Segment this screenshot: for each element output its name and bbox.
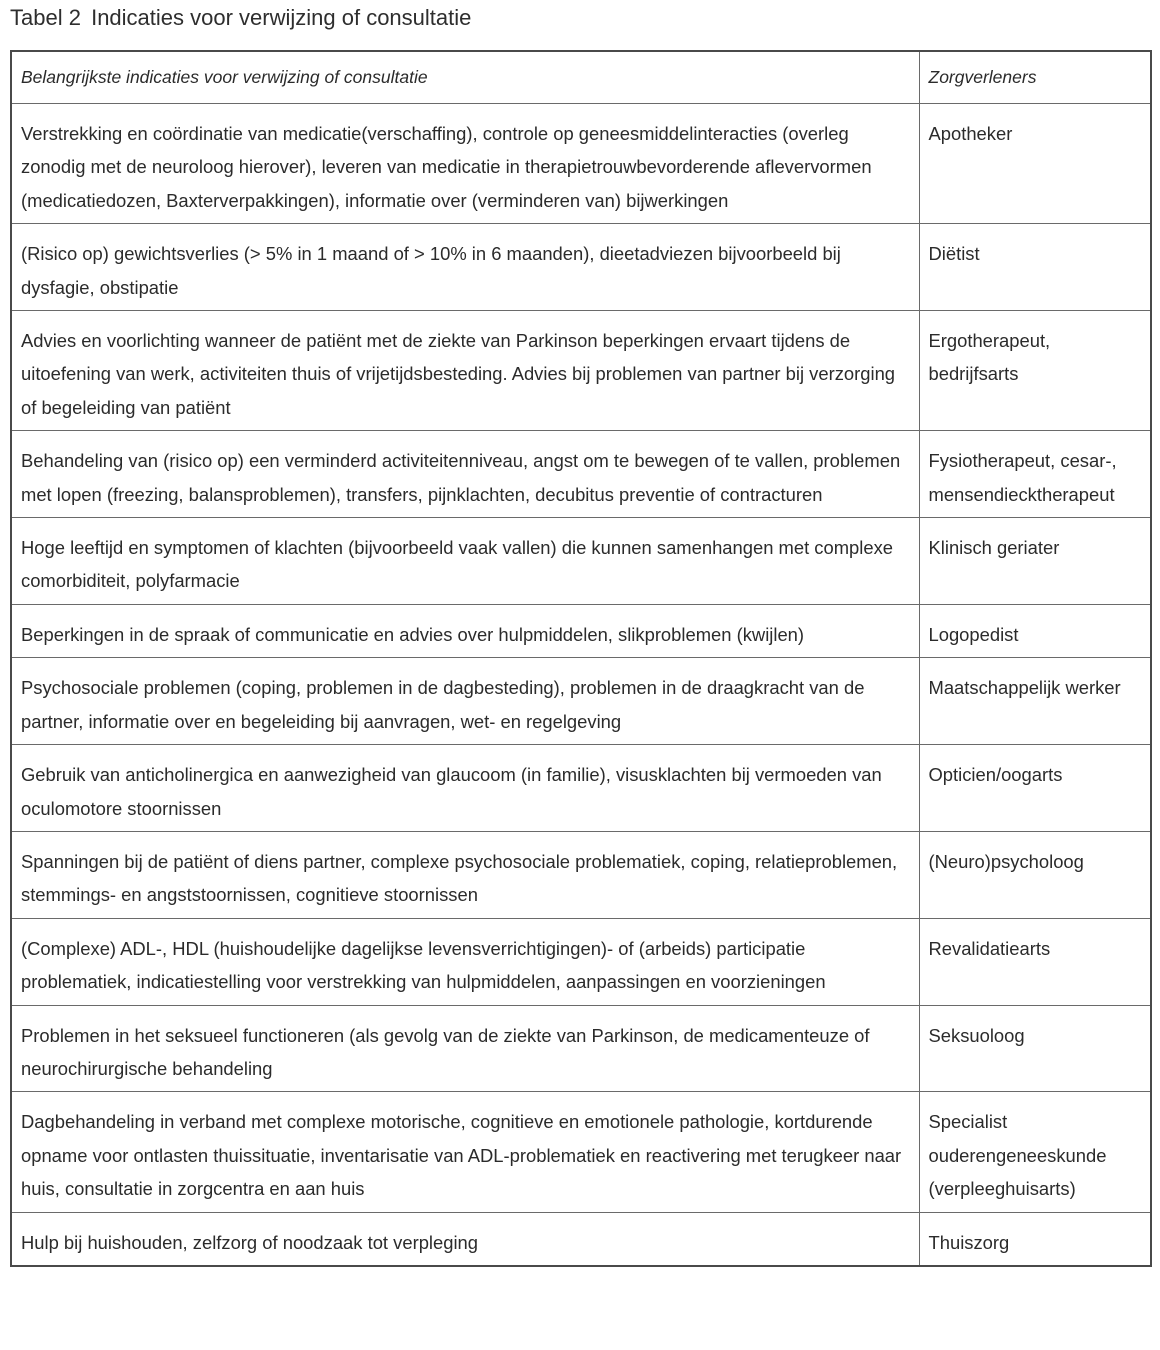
table-row [11,431,1151,518]
table-title: Indicaties voor verwijzing of consultatie [91,5,472,30]
provider-cell: Thuiszorg [919,1212,1151,1266]
indication-cell: Spanningen bij de patiënt of diens partner, complexe psychosociale problematiek, coping, relatieproblemen, stemmings- en angststoornissen, cognitieve stoornissen [11,831,919,918]
indication-cell: Problemen in het seksueel functioneren (als gevolg van de ziekte van Parkinson, de medicamenteuze of neurochirurgische behandeling [11,1005,919,1092]
table-row [11,104,1151,224]
provider-cell: Revalidatiearts [919,918,1151,1005]
indication-cell: Hoge leeftijd en symptomen of klachten (bijvoorbeeld vaak vallen) die kunnen samenhangen met complexe comorbiditeit, polyfarmacie [11,518,919,605]
table-row [11,918,1151,1005]
table-row [11,1005,1151,1092]
table-header-row [11,51,1151,104]
provider-cell: Maatschappelijk werker [919,658,1151,745]
table-row [11,518,1151,605]
provider-cell: Apotheker [919,104,1151,224]
provider-cell: Ergotherapeut, bedrijfsarts [919,311,1151,431]
table-row [11,311,1151,431]
provider-cell: Fysiotherapeut, cesar-, mensendiecktherapeut [919,431,1151,518]
table-number: Tabel 2 [10,5,81,30]
column-header-providers: Zorgverleners [919,51,1151,104]
provider-cell: Klinisch geriater [919,518,1151,605]
referral-table [10,50,1152,1267]
indication-cell: Advies en voorlichting wanneer de patiënt met de ziekte van Parkinson beperkingen ervaart tijdens de uitoefening van werk, activiteiten thuis of vrijetijdsbesteding. Advies bij problemen van partner bij verzorging of begeleiding van patiënt [11,311,919,431]
provider-cell: Specialist ouderengeneeskunde (verpleeghuisarts) [919,1092,1151,1212]
indication-cell: Hulp bij huishouden, zelfzorg of noodzaak tot verpleging [11,1212,919,1266]
indication-cell: (Risico op) gewichtsverlies (> 5% in 1 maand of > 10% in 6 maanden), dieetadviezen bijvoorbeeld bij dysfagie, obstipatie [11,224,919,311]
table-caption [10,4,471,32]
indication-cell: Dagbehandeling in verband met complexe motorische, cognitieve en emotionele pathologie, kortdurende opname voor ontlasten thuissituatie, inventarisatie van ADL-problematiek en reactivering met terugkeer naar huis, consultatie in zorgcentra en aan huis [11,1092,919,1212]
provider-cell: Seksuoloog [919,1005,1151,1092]
provider-cell: Opticien/oogarts [919,745,1151,832]
indication-cell: Verstrekking en coördinatie van medicatie(verschaffing), controle op geneesmiddelinteracties (overleg zonodig met de neuroloog hierover), leveren van medicatie in therapietrouwbevorderende aflevervormen (medicatiedozen, Baxterverpakkingen), informatie over (verminderen van) bijwerkingen [11,104,919,224]
indication-cell: Gebruik van anticholinergica en aanwezigheid van glaucoom (in familie), visusklachten bij vermoeden van oculomotore stoornissen [11,745,919,832]
provider-cell: Logopedist [919,604,1151,657]
indication-cell: Psychosociale problemen (coping, problemen in de dagbesteding), problemen in de draagkracht van de partner, informatie over en begeleiding bij aanvragen, wet- en regelgeving [11,658,919,745]
provider-cell: (Neuro)psycholoog [919,831,1151,918]
provider-cell: Diëtist [919,224,1151,311]
table-row [11,745,1151,832]
indication-cell: Behandeling van (risico op) een verminderd activiteitenniveau, angst om te bewegen of te vallen, problemen met lopen (freezing, balansproblemen), transfers, pijnklachten, decubitus preventie of contracturen [11,431,919,518]
table-row [11,831,1151,918]
table-row [11,1212,1151,1266]
indication-cell: (Complexe) ADL-, HDL (huishoudelijke dagelijkse levensverrichtigingen)- of (arbeids) participatie problematiek, indicatiestelling voor verstrekking van hulpmiddelen, aanpassingen en voorzieningen [11,918,919,1005]
table-row [11,224,1151,311]
table-row [11,1092,1151,1212]
table-row [11,658,1151,745]
table-row [11,604,1151,657]
column-header-indication: Belangrijkste indicaties voor verwijzing of consultatie [11,51,919,104]
indication-cell: Beperkingen in de spraak of communicatie en advies over hulpmiddelen, slikproblemen (kwijlen) [11,604,919,657]
